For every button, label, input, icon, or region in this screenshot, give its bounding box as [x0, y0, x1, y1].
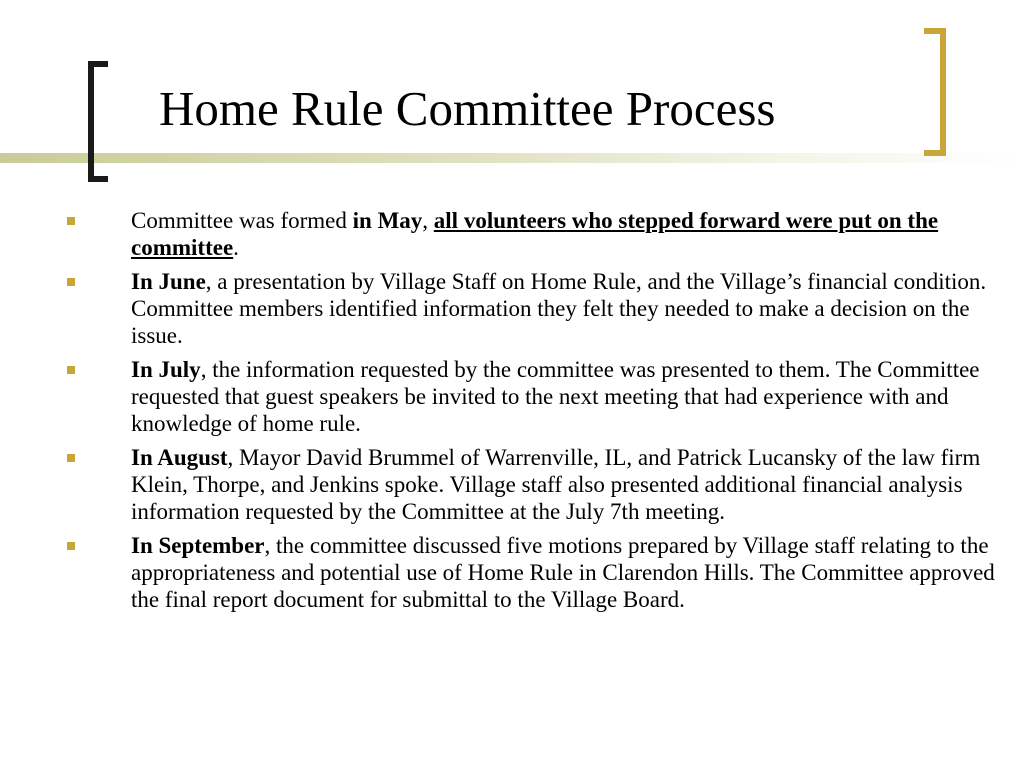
square-bullet-icon — [67, 278, 75, 286]
bullet-item-june — [0, 268, 1024, 349]
bullet-date: In June — [131, 269, 206, 294]
bullet-separator: , — [422, 208, 434, 233]
bullet-date: In September — [131, 533, 265, 558]
bullet-emphasis: all volunteers who stepped forward were put on the committee — [131, 208, 939, 260]
bullet-date: in May — [352, 208, 423, 233]
bullet-item-august — [0, 444, 1024, 525]
bullet-item-july — [0, 356, 1024, 437]
bullet-text: , a presentation by Village Staff on Home Rule, and the Village’s financial condition. Committee members identified information they felt they needed to make a decision on the issue. — [131, 269, 987, 348]
bullet-lead-text: Committee was formed — [131, 208, 353, 233]
square-bullet-icon — [67, 217, 75, 225]
bullet-date: In August — [131, 445, 228, 470]
square-bullet-icon — [67, 454, 75, 462]
bullet-text: , the committee discussed five motions prepared by Village staff relating to the appropriateness and potential use of Home Rule in Clarendon Hills. The Committee approved the final report document for submittal to the Village Board. — [131, 533, 995, 612]
bullet-list — [0, 207, 1024, 620]
bullet-date: In July — [131, 357, 201, 382]
bullet-text: , Mayor David Brummel of Warrenville, IL, and Patrick Lucansky of the law firm Klein, Thorpe, and Jenkins spoke. Village staff also presented additional financial analysis information requested by the Committee at the July 7th meeting. — [131, 445, 981, 524]
bullet-text: , the information requested by the committee was presented to them. The Committee requested that guest speakers be invited to the next meeting that had experience with and knowledge of home rule. — [131, 357, 980, 436]
square-bullet-icon — [67, 542, 75, 550]
bullet-item-september — [0, 532, 1024, 613]
bullet-item-may — [0, 207, 1024, 261]
bullet-text: . — [233, 235, 239, 260]
square-bullet-icon — [67, 366, 75, 374]
slide-title: Home Rule Committee Process — [159, 81, 776, 136]
right-bracket-decoration — [924, 28, 946, 156]
left-bracket-decoration — [88, 61, 108, 182]
title-underline-bar — [0, 153, 1024, 163]
